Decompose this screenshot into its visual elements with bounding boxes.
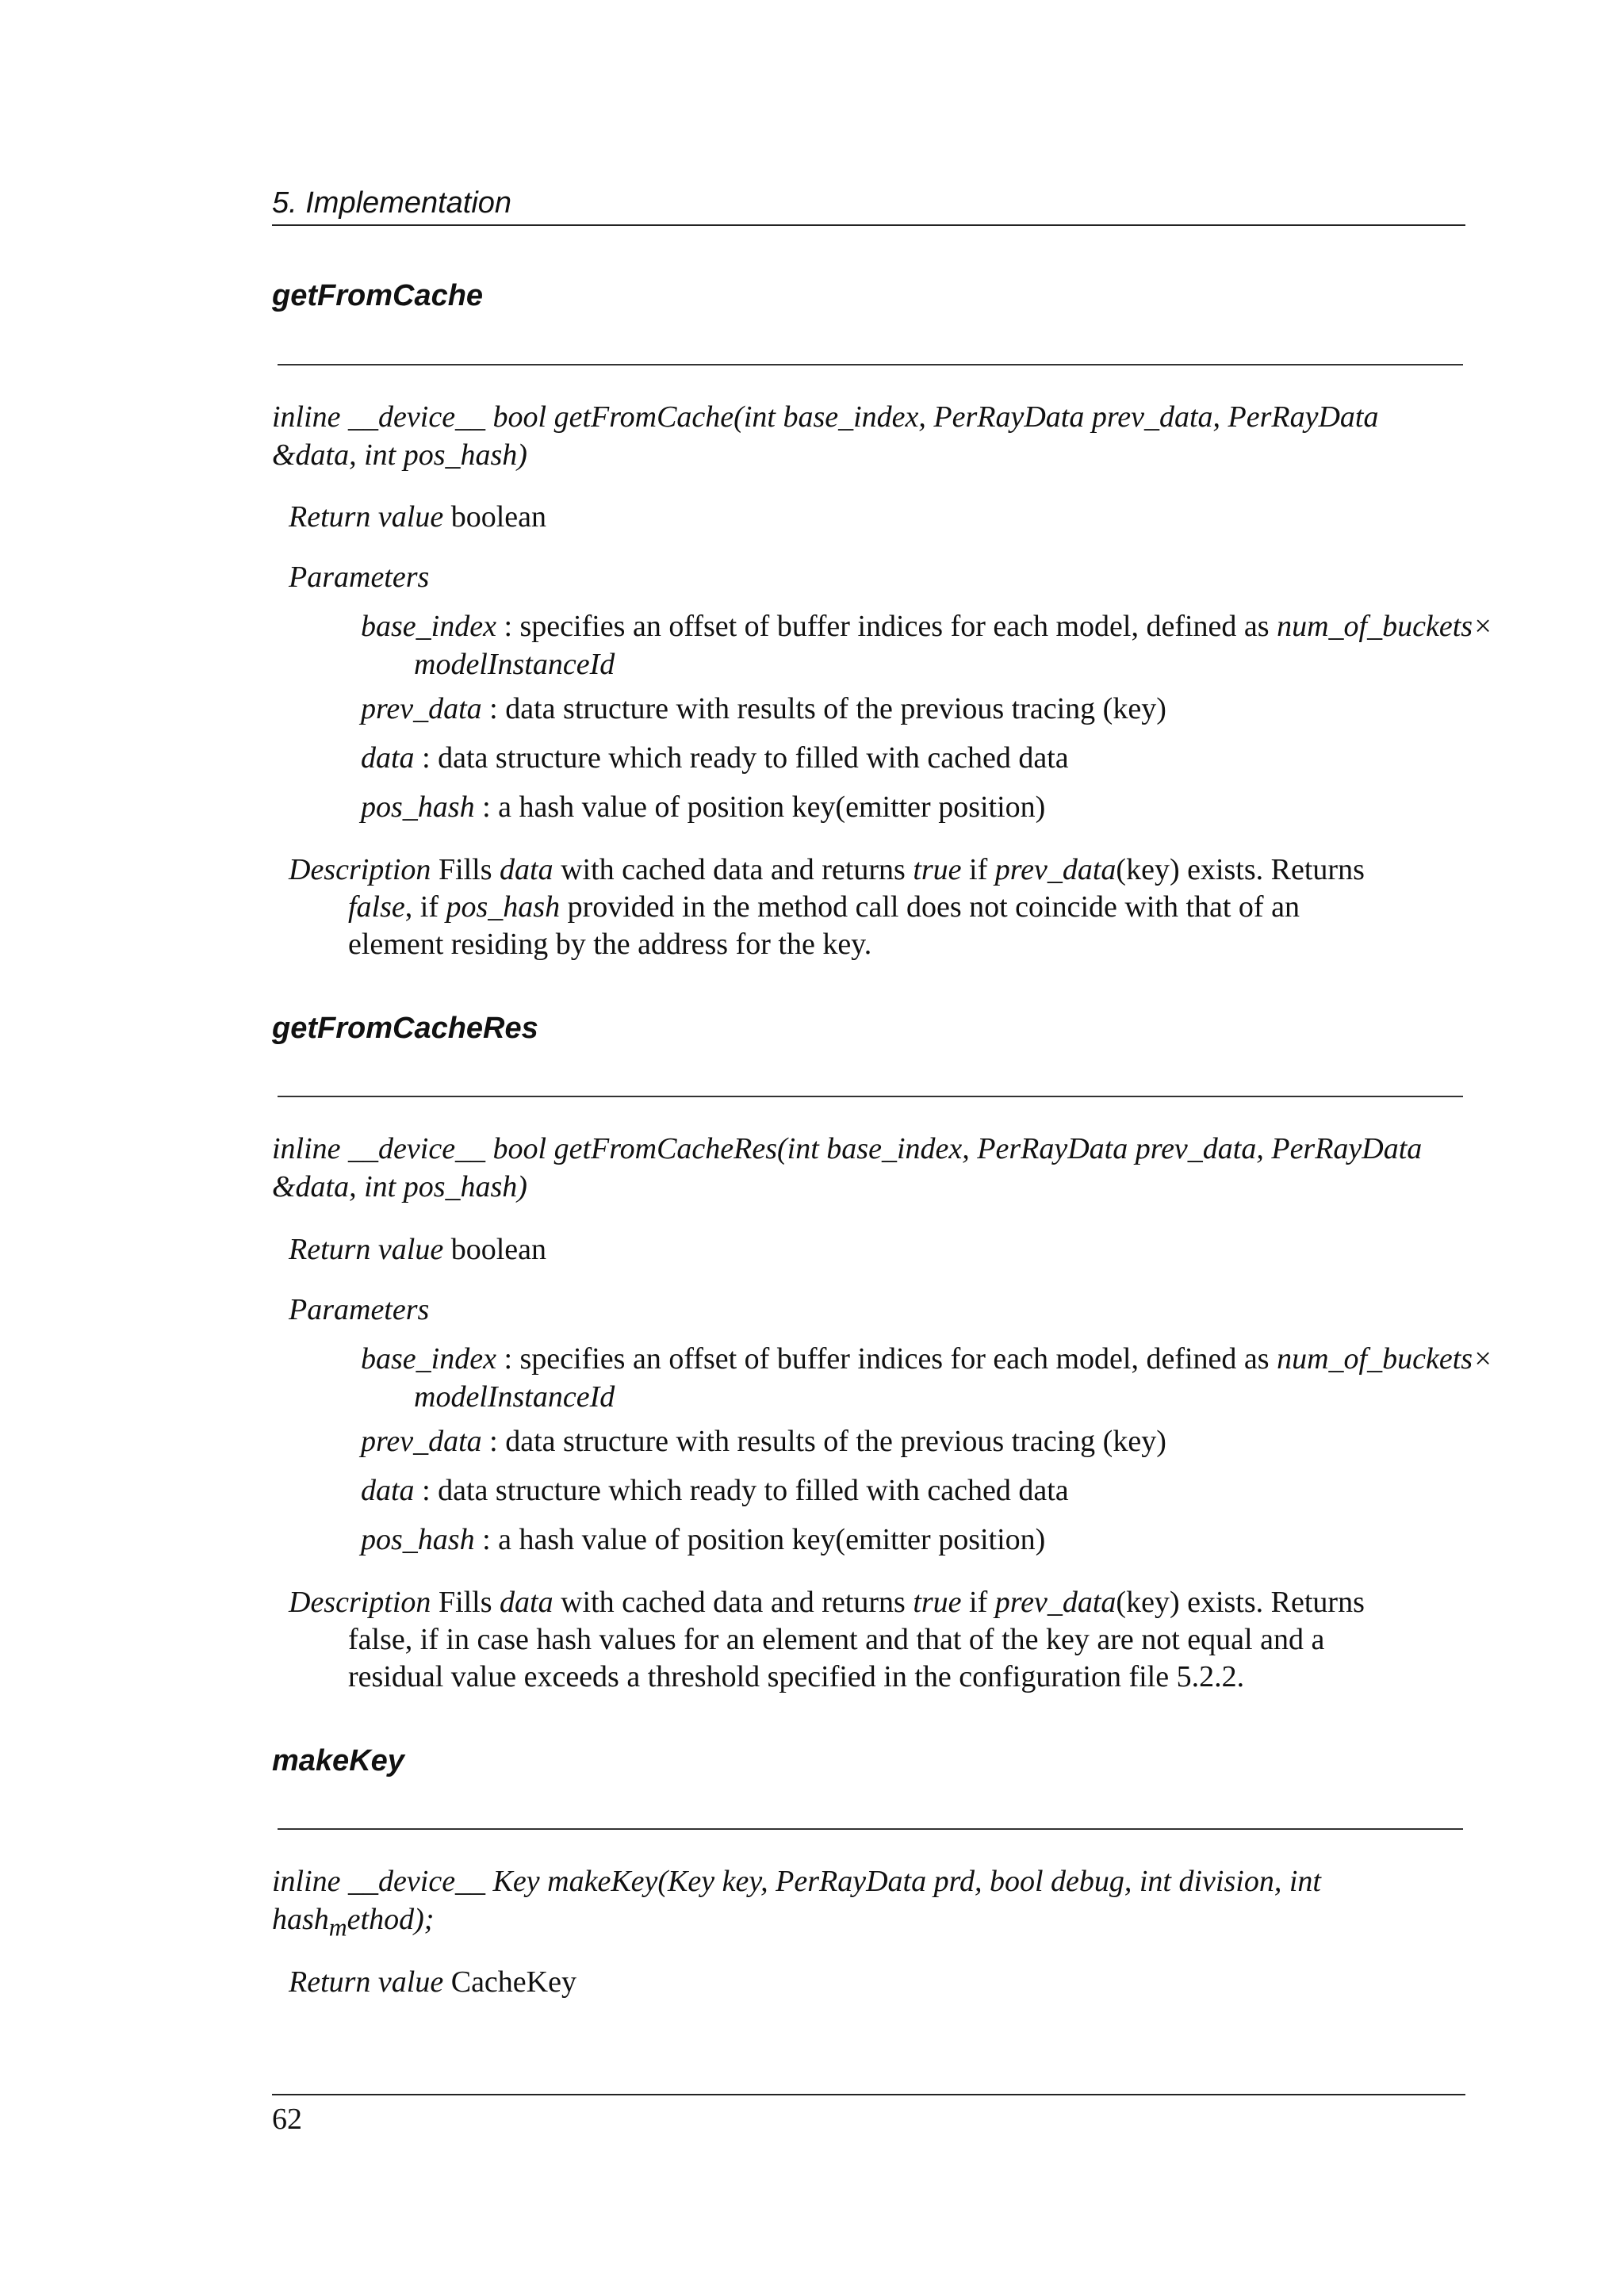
- signature-line-1: inline __device__ Key makeKey(Key key, PerRayData prd, bool debug, int division, int: [272, 1865, 1321, 1898]
- parameter-name: base_index: [361, 610, 496, 643]
- parameter-name: prev_data: [361, 692, 482, 725]
- parameter-text: specifies an offset of buffer indices for each model, defined as: [519, 1342, 1277, 1376]
- parameter-item: data : data structure which ready to filled with cached data: [361, 1474, 1069, 1507]
- parameter-text: data structure which ready to filled with cached data: [438, 1474, 1069, 1507]
- parameter-item: base_index : specifies an offset of buffer indices for each model, defined as num_of_buckets× modelInstanceId: [361, 607, 1566, 683]
- section-title-makekey: makeKey: [272, 1744, 404, 1777]
- running-header-title: 5. Implementation: [272, 186, 512, 220]
- signature-line-1: inline __device__ bool getFromCacheRes(int base_index, PerRayData prev_data, PerRayData: [272, 1132, 1423, 1165]
- footer-rule: [272, 2094, 1465, 2095]
- parameter-name: pos_hash: [361, 1523, 475, 1556]
- signature-line-2: &data, int pos_hash): [272, 1170, 527, 1203]
- parameter-item: prev_data : data structure with results of the previous tracing (key): [361, 1425, 1166, 1458]
- function-signature: [272, 1862, 1465, 1947]
- parameter-text: data structure with results of the previous tracing (key): [505, 692, 1166, 725]
- function-signature: [272, 398, 1465, 474]
- signature-line-2: hash$_m$ethod);: [272, 1903, 435, 1942]
- parameter-continuation: modelInstanceId: [414, 1380, 615, 1414]
- parameter-text: data structure with results of the previous tracing (key): [505, 1425, 1166, 1458]
- page-number: 62: [272, 2103, 302, 2136]
- parameter-item: prev_data : data structure with results of the previous tracing (key): [361, 692, 1166, 725]
- parameter-text: data structure which ready to filled with cached data: [438, 741, 1069, 775]
- return-value-label: Return value: [289, 1233, 444, 1266]
- parameter-item: pos_hash : a hash value of position key(emitter position): [361, 1523, 1046, 1556]
- signature-line-1: inline __device__ bool getFromCache(int base_index, PerRayData prev_data, PerRayData: [272, 400, 1379, 434]
- running-header: [272, 181, 1465, 225]
- parameter-name: data: [361, 741, 415, 775]
- signature-line-2: &data, int pos_hash): [272, 438, 527, 472]
- return-value-field: [289, 1963, 576, 2001]
- function-signature: [272, 1130, 1465, 1206]
- parameter-name: data: [361, 1474, 415, 1507]
- return-value: CacheKey: [450, 1965, 576, 1999]
- signature-rule: [278, 1828, 1463, 1830]
- parameters-label: Parameters: [289, 561, 430, 594]
- description-block: Description Fills data with cached data and returns true if prev_data(key) exists. Returns false, if pos_hash provided in the method call does not coincide with that of an element residing by the address for the key.: [289, 853, 1365, 961]
- header-rule: [272, 224, 1465, 226]
- parameter-name: base_index: [361, 1342, 496, 1376]
- parameter-continuation: modelInstanceId: [414, 648, 615, 681]
- parameter-text: a hash value of position key(emitter position): [498, 790, 1046, 824]
- return-value-label: Return value: [289, 1965, 444, 1999]
- return-value-field: [289, 1230, 546, 1269]
- parameter-name: prev_data: [361, 1425, 482, 1458]
- return-value: boolean: [450, 1233, 547, 1266]
- parameter-text: specifies an offset of buffer indices for each model, defined as: [519, 610, 1277, 643]
- description-block: Description Fills data with cached data and returns true if prev_data(key) exists. Returns false, if in case hash values for an element and that of the key are not equal and a residual value exceeds a threshold specified in the configuration file 5.2.2.: [289, 1586, 1365, 1693]
- parameter-item: data : data structure which ready to filled with cached data: [361, 741, 1069, 775]
- description-label: Description: [289, 1586, 431, 1619]
- return-value-field: [289, 498, 546, 536]
- section-title-getfromcacheres: getFromCacheRes: [272, 1012, 538, 1045]
- description-label: Description: [289, 853, 431, 886]
- signature-rule: [278, 1096, 1463, 1097]
- return-value-label: Return value: [289, 500, 444, 534]
- parameters-label: Parameters: [289, 1293, 430, 1326]
- parameter-name: pos_hash: [361, 790, 475, 824]
- section-title-getfromcache: getFromCache: [272, 279, 484, 312]
- parameter-text: a hash value of position key(emitter position): [498, 1523, 1046, 1556]
- parameter-item: base_index : specifies an offset of buffer indices for each model, defined as num_of_buckets× modelInstanceId: [361, 1340, 1566, 1416]
- signature-rule: [278, 364, 1463, 365]
- parameter-item: pos_hash : a hash value of position key(emitter position): [361, 790, 1046, 824]
- return-value: boolean: [450, 500, 547, 534]
